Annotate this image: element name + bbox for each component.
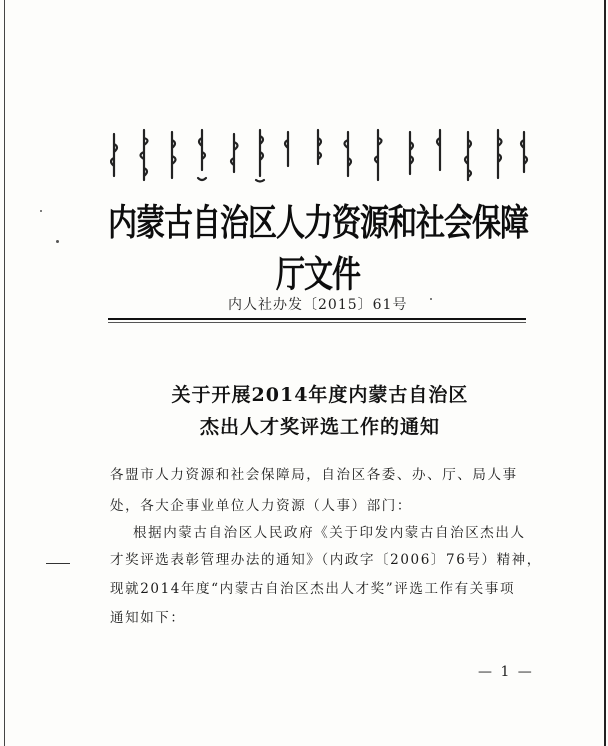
body-line-5: 现就2014年度“内蒙古自治区杰出人才奖”评选工作有关事项 [110,581,516,597]
header-divider [108,318,526,320]
body-line-1: 各盟市人力资源和社会保障局，自治区各委、办、厅、局人事 [110,467,518,483]
body-line-4: 才奖评选表彰管理办法的通知》（内政字〔2006〕76号）精神， [110,552,542,568]
scan-edge-left [4,0,5,746]
body-line-6: 通知如下： [110,610,186,626]
issuer-title: 内蒙古自治区人力资源和社会保障厅文件 [107,201,528,295]
margin-mark [46,563,70,564]
mongolian-script-header [110,126,530,188]
document-number: 内人社办发〔2015〕61号 [228,297,408,313]
scan-speck [430,298,432,300]
body-line-3: 根据内蒙古自治区人民政府《关于印发内蒙古自治区杰出人 [133,525,526,541]
notice-title-line-1: 关于开展2014年度内蒙古自治区 [171,384,469,406]
scan-speck [56,240,59,243]
scan-edge-right [604,0,606,746]
scan-speck [40,210,42,212]
notice-title-line-2: 杰出人才奖评选工作的通知 [199,416,440,438]
body-line-2: 处，各大企事业单位人力资源（人事）部门： [110,498,412,514]
page-number: — 1 — [478,664,534,680]
